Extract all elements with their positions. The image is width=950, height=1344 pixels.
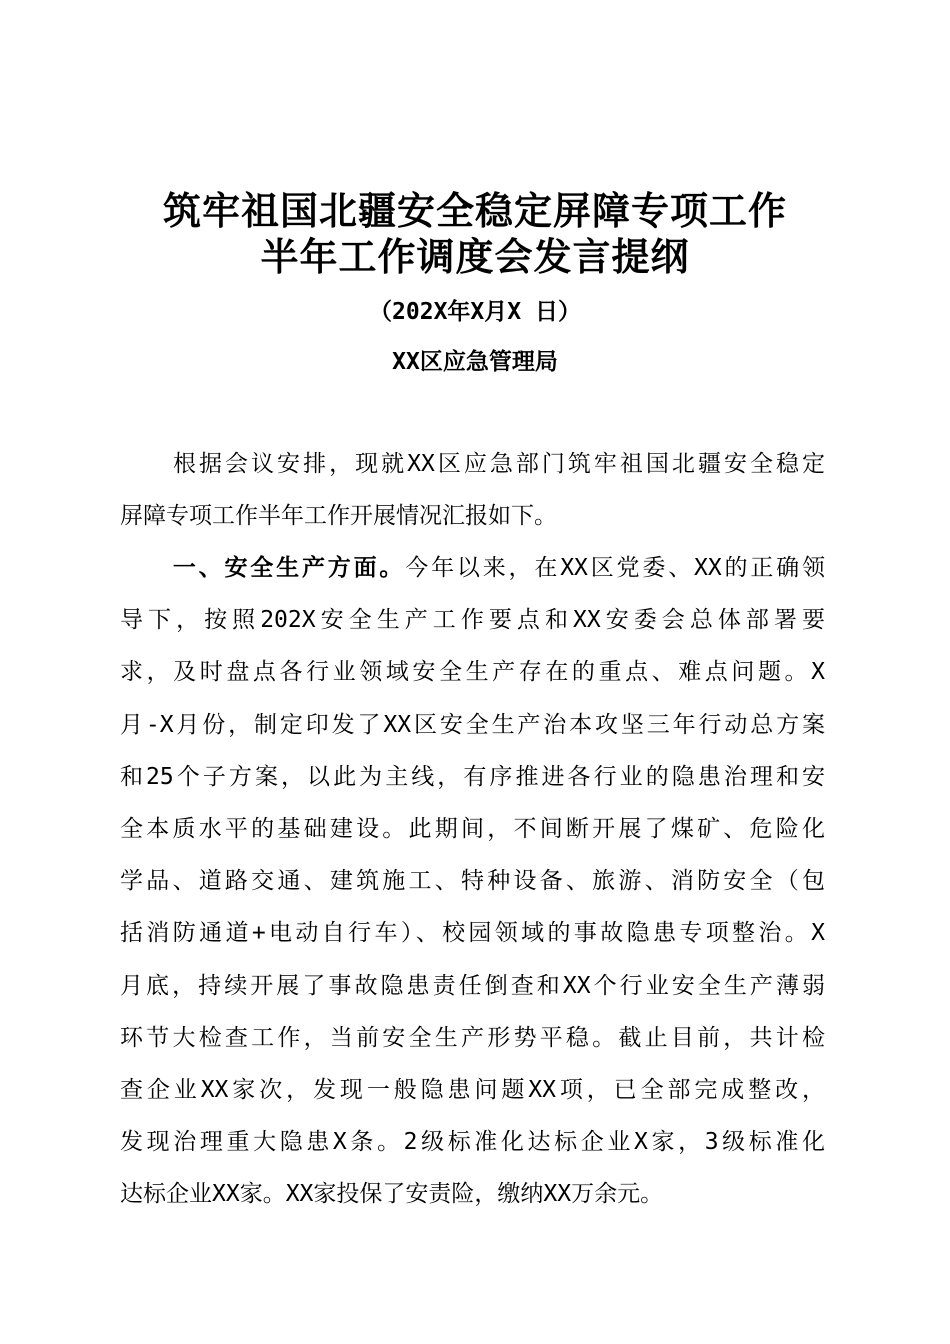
issuing-organization: XX区应急管理局: [392, 349, 558, 375]
intro-paragraph: [120, 438, 825, 542]
document-title: [0, 188, 950, 280]
paragraph-line: 全本质水平的基础建设。此期间，不间断开展了煤矿、危险化: [120, 815, 825, 842]
paragraph-line: 和25个子方案，以此为主线，有序推进各行业的隐患治理和安: [120, 763, 825, 790]
title-line-2: 半年工作调度会发言提纲: [260, 234, 690, 279]
paragraph-line: 根据会议安排，现就XX区应急部门筑牢祖国北疆安全稳定: [170, 451, 825, 477]
paragraph-line: 屏障专项工作半年工作开展情况汇报如下。: [120, 503, 557, 530]
section-heading: 一、安全生产方面。: [170, 555, 406, 581]
paragraph-line: 查企业XX家次，发现一般隐患问题XX项，已全部完成整改，: [120, 1076, 825, 1103]
document-date: （202X年X月X 日）: [369, 299, 581, 325]
paragraph-line: 求，及时盘点各行业领域安全生产存在的重点、难点问题。X: [120, 659, 825, 686]
paragraph-line: 月底，持续开展了事故隐患责任倒查和XX个行业安全生产薄弱: [120, 972, 825, 999]
paragraph-line: 达标企业XX家。XX家投保了安责险，缴纳XX万余元。: [120, 1181, 664, 1208]
paragraph-line: 导下，按照202X安全生产工作要点和XX安委会总体部署要: [120, 607, 825, 634]
paragraph-line: 学品、道路交通、建筑施工、特种设备、旅游、消防安全（包: [120, 868, 825, 895]
paragraph-line: 括消防通道+电动自行车）、校园领域的事故隐患专项整治。X: [120, 920, 825, 947]
paragraph-line: 发现治理重大隐患X条。2级标准化达标企业X家，3级标准化: [120, 1129, 825, 1156]
safety-production-paragraph: [120, 542, 825, 1220]
paragraph-line: 环节大检查工作，当前安全生产形势平稳。截止目前，共计检: [120, 1024, 825, 1051]
paragraph-line: 一、安全生产方面。今年以来，在XX区党委、XX的正确领: [170, 555, 826, 581]
paragraph-line: 月-X月份，制定印发了XX区安全生产治本攻坚三年行动总方案: [120, 711, 825, 738]
title-line-1: 筑牢祖国北疆安全稳定屏障专项工作: [162, 188, 787, 233]
